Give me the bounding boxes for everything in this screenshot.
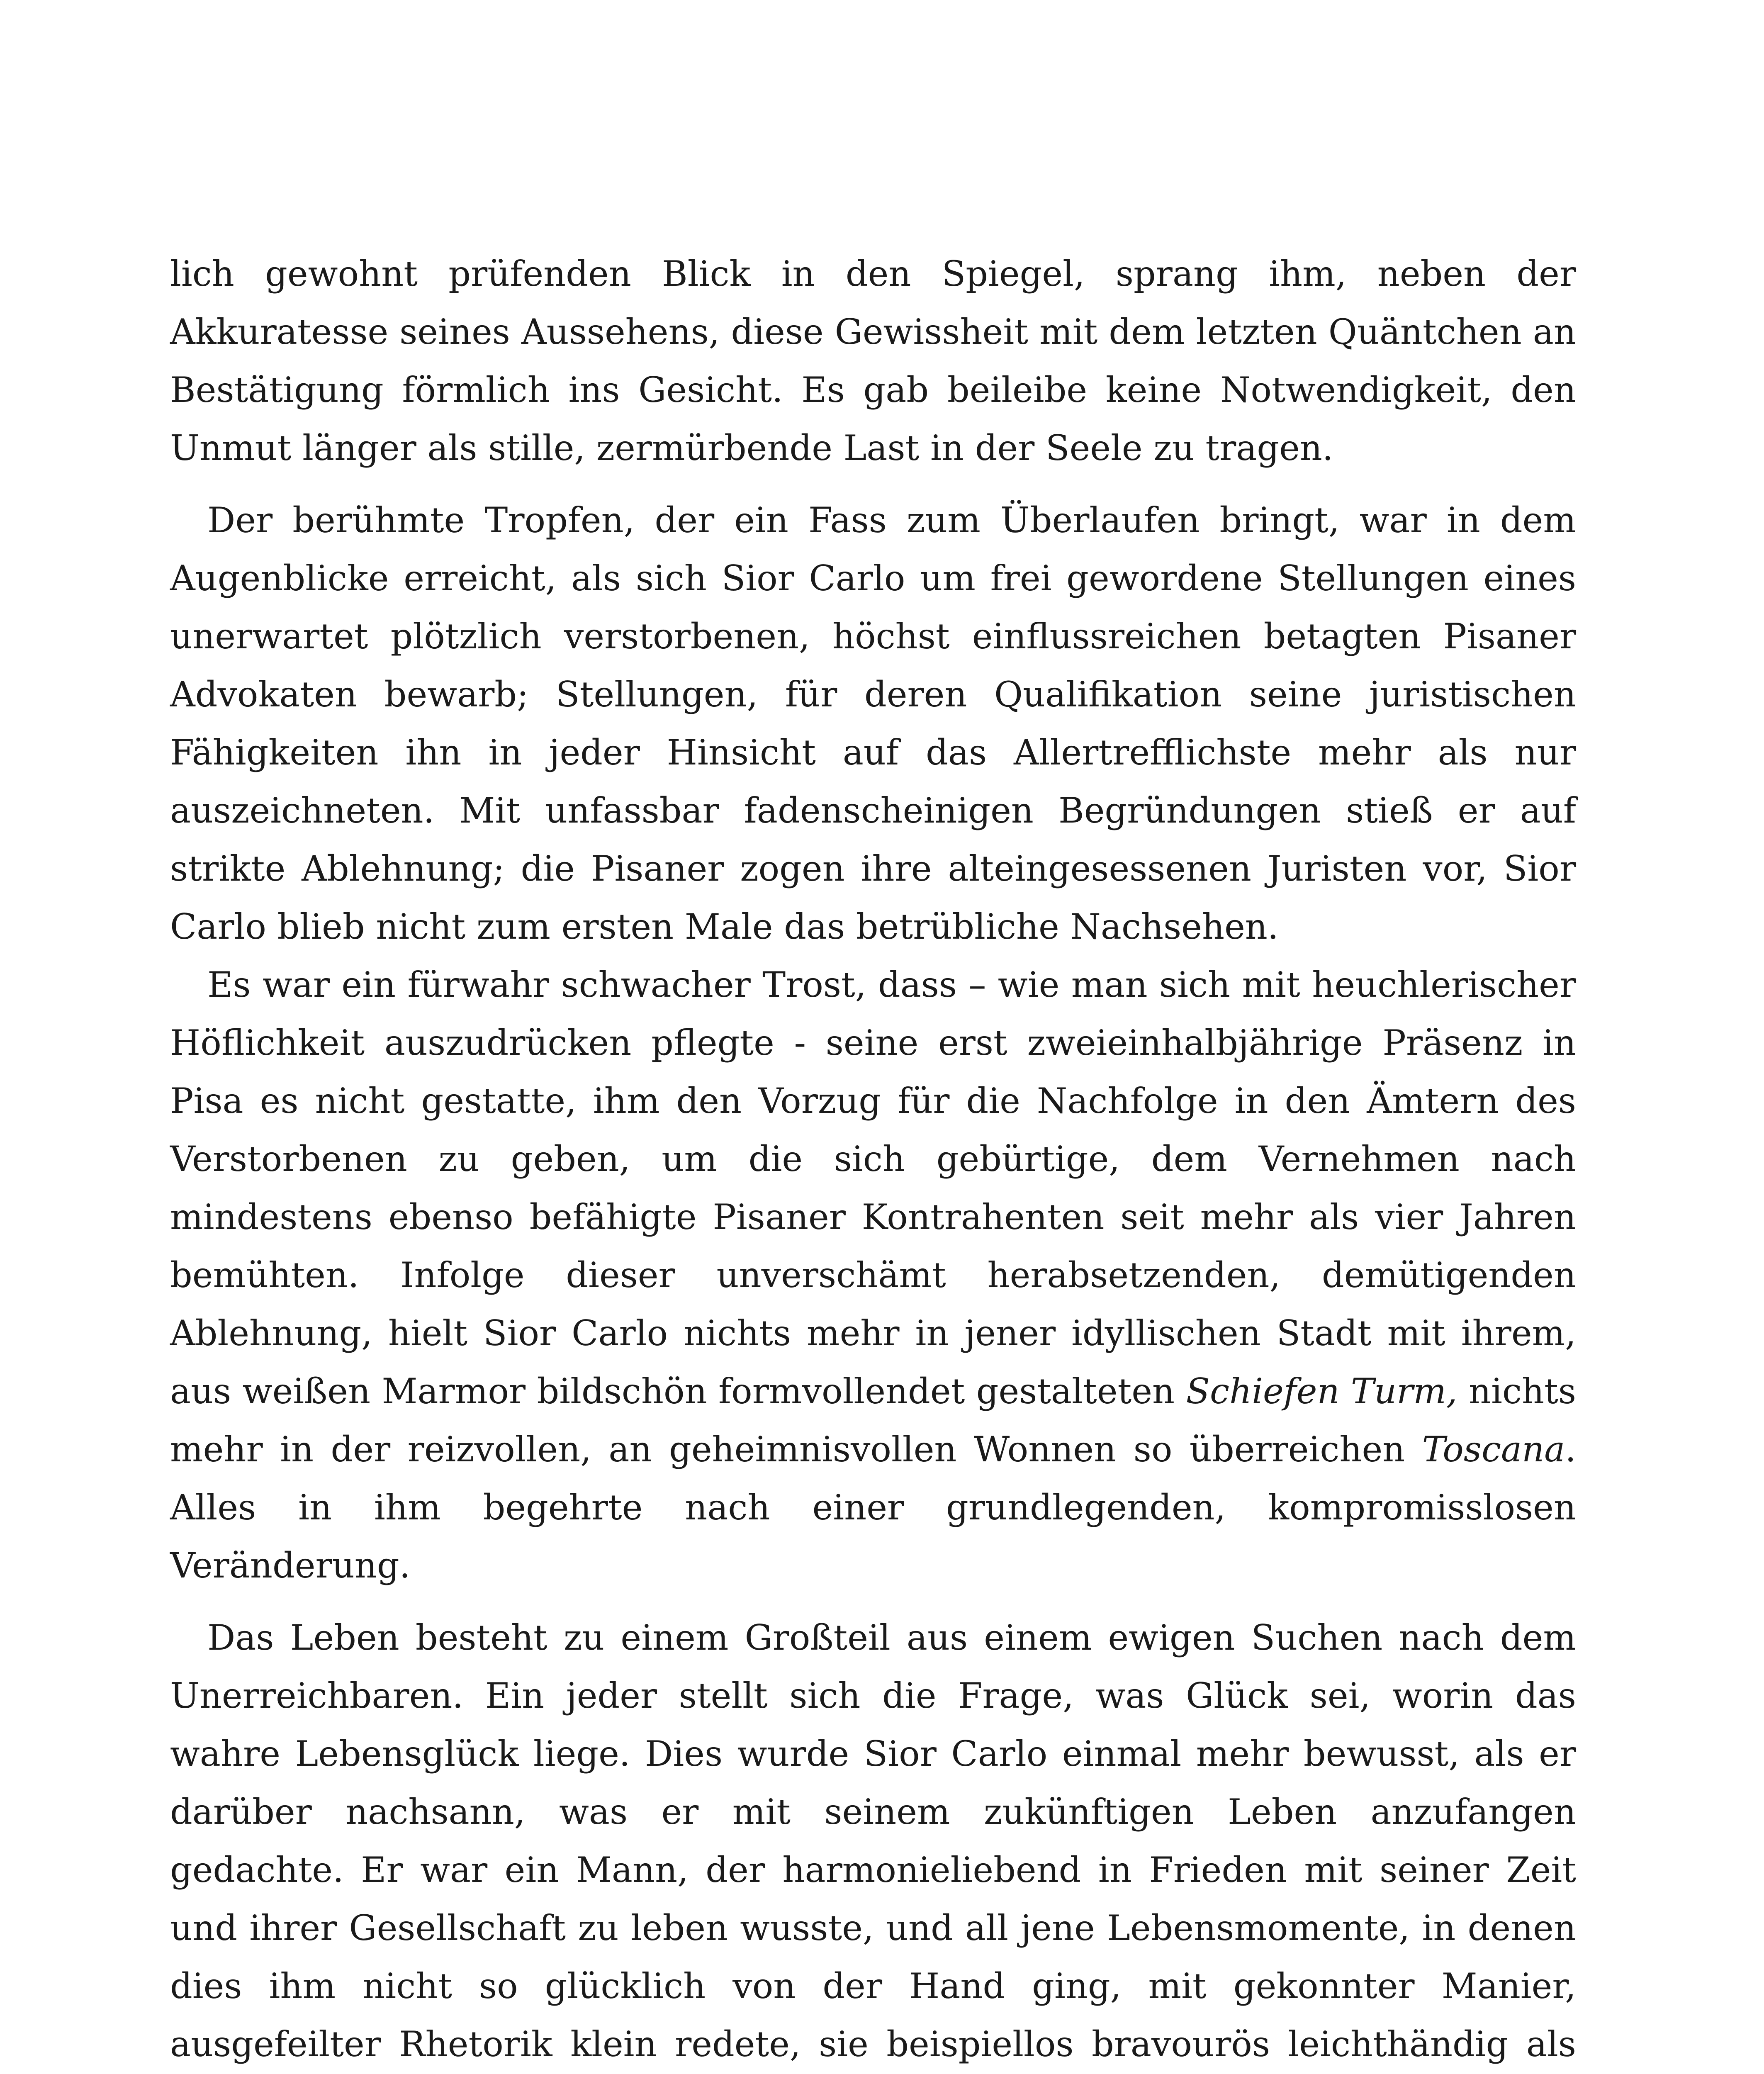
paragraph-3-text-a: Es war ein fürwahr schwacher Trost, dass – wie man sich mit heuchlerischer Höflichkeit auszudrücken pflegte - seine erst zweieinhalbjährige Präsenz in Pisa es nicht gestatte, ihm den Vorzug für die Nachfolge in den Ämtern des Verstorbenen zu geben, um die sich gebürtige, dem Vernehmen nach mindestens ebenso befähigte Pisaner Kontrahenten seit mehr als vier Jahren bemühten. Infolge dieser unverschämt herabsetzenden, demütigenden Ablehnung, hielt Sior Carlo nichts mehr in jener idyllischen Stadt mit ihrem, aus weißen Marmor bildschön formvollendet gestalteten [170,964,1576,1412]
paragraph-2-text: Der berühmte Tropfen, der ein Fass zum Überlaufen bringt, war in dem Augenblicke erreicht, als sich Sior Carlo um frei gewordene Stellungen eines unerwartet plötzlich verstorbenen, höchst einflussreichen betagten Pisaner Advokaten bewarb; Stellungen, für deren Qualifikation seine juristischen Fähigkeiten ihn in jeder Hinsicht auf das Allertrefflichste mehr als nur auszeichneten. Mit unfassbar fadenscheinigen Begründungen stieß er auf strikte Ablehnung; die Pisaner zogen ihre alteingesessenen Juristen vor, Sior Carlo blieb nicht zum ersten Male das betrübliche Nachsehen. [170,500,1576,947]
body-text [170,245,1576,2074]
paragraph-4-text: Das Leben besteht zu einem Großteil aus einem ewigen Suchen nach dem Unerreichbaren. Ein jeder stellt sich die Frage, was Glück sei, worin das wahre Lebensglück liege. Dies wurde Sior Carlo einmal mehr bewusst, als er darüber nachsann, was er mit seinem zukünftigen Leben anzufangen gedachte. Er war ein Mann, der harmonieliebend in Frieden mit seiner Zeit und ihrer Gesellschaft zu leben wusste, und all jene Lebensmomente, in denen dies ihm nicht so glücklich von der Hand ging, mit gekonnter Manier, ausgefeilter Rhetorik klein redete, sie beispiellos bravourös leichthändig als [170,1617,1576,2064]
paragraph-3-italic-schiefen-turm: Schiefen Turm, [1186,1371,1457,1412]
paragraph-1 [170,245,1576,477]
paragraph-3-text-b: nichts mehr in der reizvollen, an geheimnisvollen Wonnen so überreichen [170,1371,1576,1470]
paragraph-2 [170,491,1576,956]
paragraph-4 [170,1609,1576,2074]
paragraph-3-text-c: . Alles in ihm begehrte nach einer grundlegenden, kompromisslosen Veränderung. [170,1429,1576,1586]
paragraph-3-italic-toscana: Toscana [1422,1429,1565,1470]
paragraph-3 [170,956,1576,1594]
paragraph-1-text: lich gewohnt prüfenden Blick in den Spiegel, sprang ihm, neben der Akkuratesse seines Aussehens, diese Gewissheit mit dem letzten Quäntchen an Bestätigung förmlich ins Gesicht. Es gab beileibe keine Notwendigkeit, den Unmut länger als stille, zermürbende Last in der Seele zu tragen. [170,253,1576,468]
